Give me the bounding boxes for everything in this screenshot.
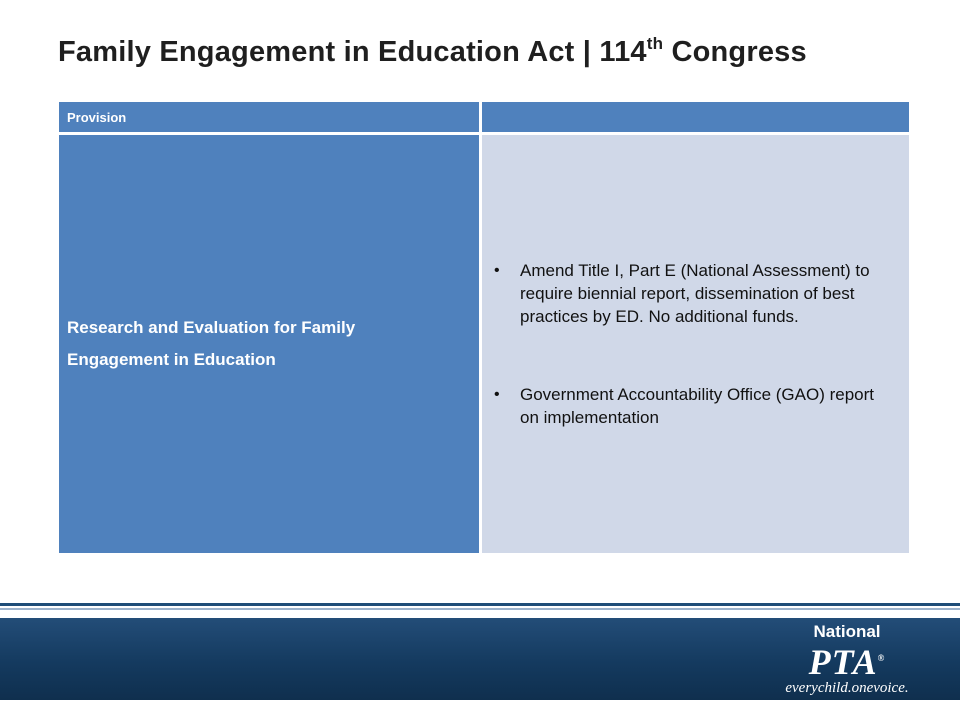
bullet-text: Amend Title I, Part E (National Assessment) to require biennial report, dissemination of best practices by ED. No additional funds.	[520, 261, 870, 326]
bullet-icon: •	[494, 262, 500, 279]
logo-pta-wordmark: PTA®	[808, 642, 886, 682]
footer-divider-dark	[0, 603, 960, 606]
title-suffix: Congress	[663, 36, 807, 68]
header-details	[482, 102, 909, 132]
list-item	[494, 259, 889, 328]
details-list	[482, 259, 909, 429]
details-cell	[482, 135, 909, 553]
bullet-text: Government Accountability Office (GAO) report on implementation	[520, 385, 874, 427]
logo-tagline: everychild.onevoice.	[785, 680, 909, 696]
provision-name	[59, 312, 479, 376]
title-superscript: th	[646, 34, 664, 53]
provision-table	[56, 99, 912, 556]
bullet-icon: •	[494, 386, 500, 403]
national-pta-logo	[762, 622, 932, 698]
table-row	[59, 135, 909, 553]
logo-national-text: National	[813, 622, 881, 641]
provision-cell	[59, 135, 479, 553]
footer-divider-light	[0, 608, 960, 610]
header-provision: Provision	[59, 102, 479, 132]
slide-title	[58, 34, 807, 69]
title-main: Family Engagement in Education Act | 114	[58, 36, 647, 68]
table-header-row	[59, 102, 909, 132]
list-item	[494, 383, 889, 429]
provision-name-line1: Research and Evaluation for Family	[67, 318, 356, 337]
provision-name-line2: Engagement in Education	[67, 350, 276, 369]
